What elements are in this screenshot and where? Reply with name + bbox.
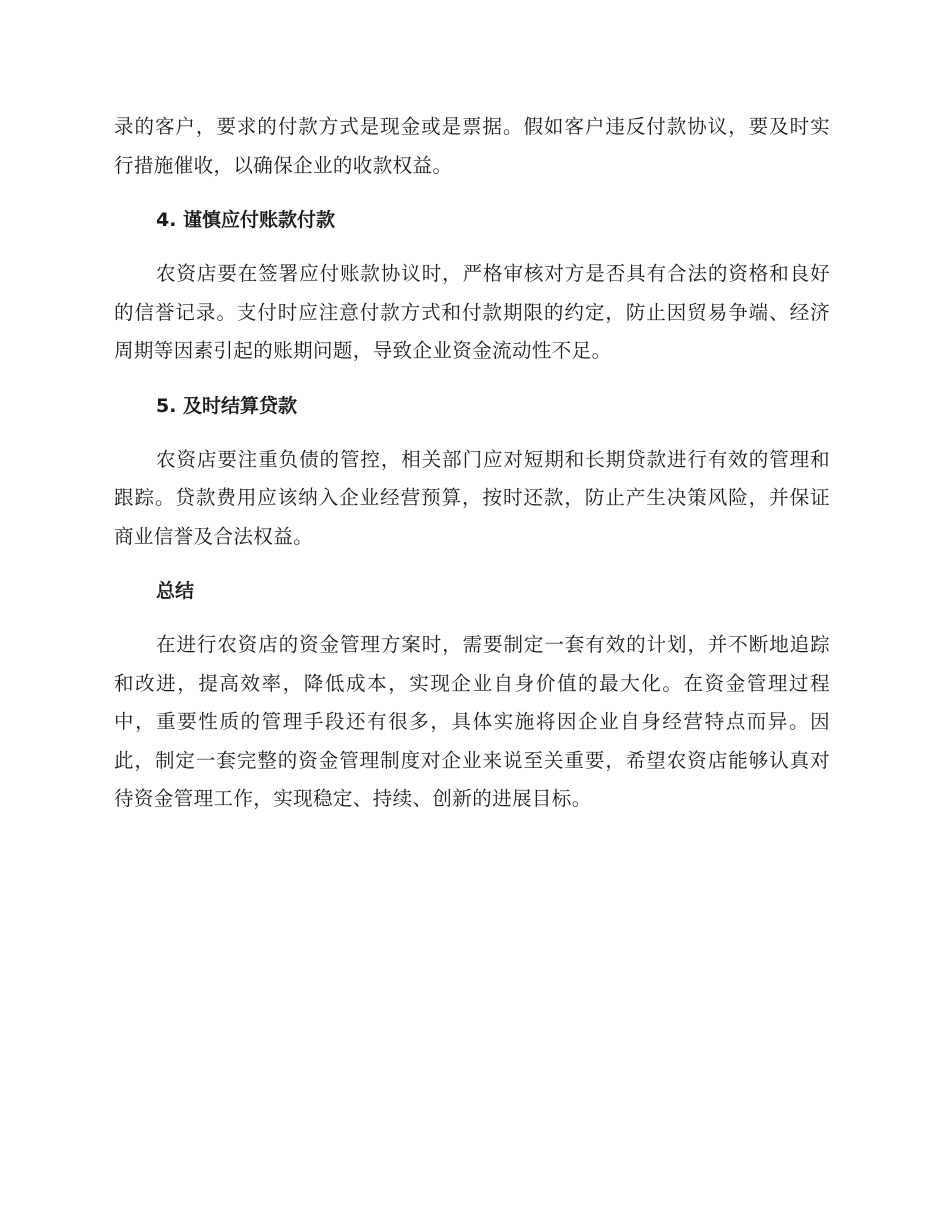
- paragraph-continued: 录的客户，要求的付款方式是现金或是票据。假如客户违反付款协议，要及时实行措施催收，以确保企业的收款权益。: [114, 115, 830, 177]
- paragraph-loans: 农资店要注重负债的管控，相关部门应对短期和长期贷款进行有效的管理和跟踪。贷款费用应该纳入企业经营预算，按时还款，防止产生决策风险，并保证商业信誉及合法权益。: [114, 447, 830, 548]
- paragraph-payables: 农资店要在签署应付账款协议时，严格审核对方是否具有合法的资格和良好的信誉记录。支付时应注意付款方式和付款期限的约定，防止因贸易争端、经济周期等因素引起的账期问题，导致企业资金流动性不足。: [114, 262, 830, 362]
- section-heading-4: 4. 谨慎应付账款付款: [156, 209, 336, 231]
- section-heading-summary: 总结: [156, 580, 195, 602]
- document-page: [114, 108, 830, 819]
- paragraph-summary: 在进行农资店的资金管理方案时，需要制定一套有效的计划，并不断地追踪和改进，提高效率，降低成本，实现企业自身价值的最大化。在资金管理过程中，重要性质的管理手段还有很多，具体实施将因企业自身经营特点而异。因此，制定一套完整的资金管理制度对企业来说至关重要，希望农资店能够认真对待资金管理工作，实现稳定、持续、创新的进展目标。: [114, 633, 830, 810]
- section-heading-5: 5. 及时结算贷款: [156, 394, 298, 417]
